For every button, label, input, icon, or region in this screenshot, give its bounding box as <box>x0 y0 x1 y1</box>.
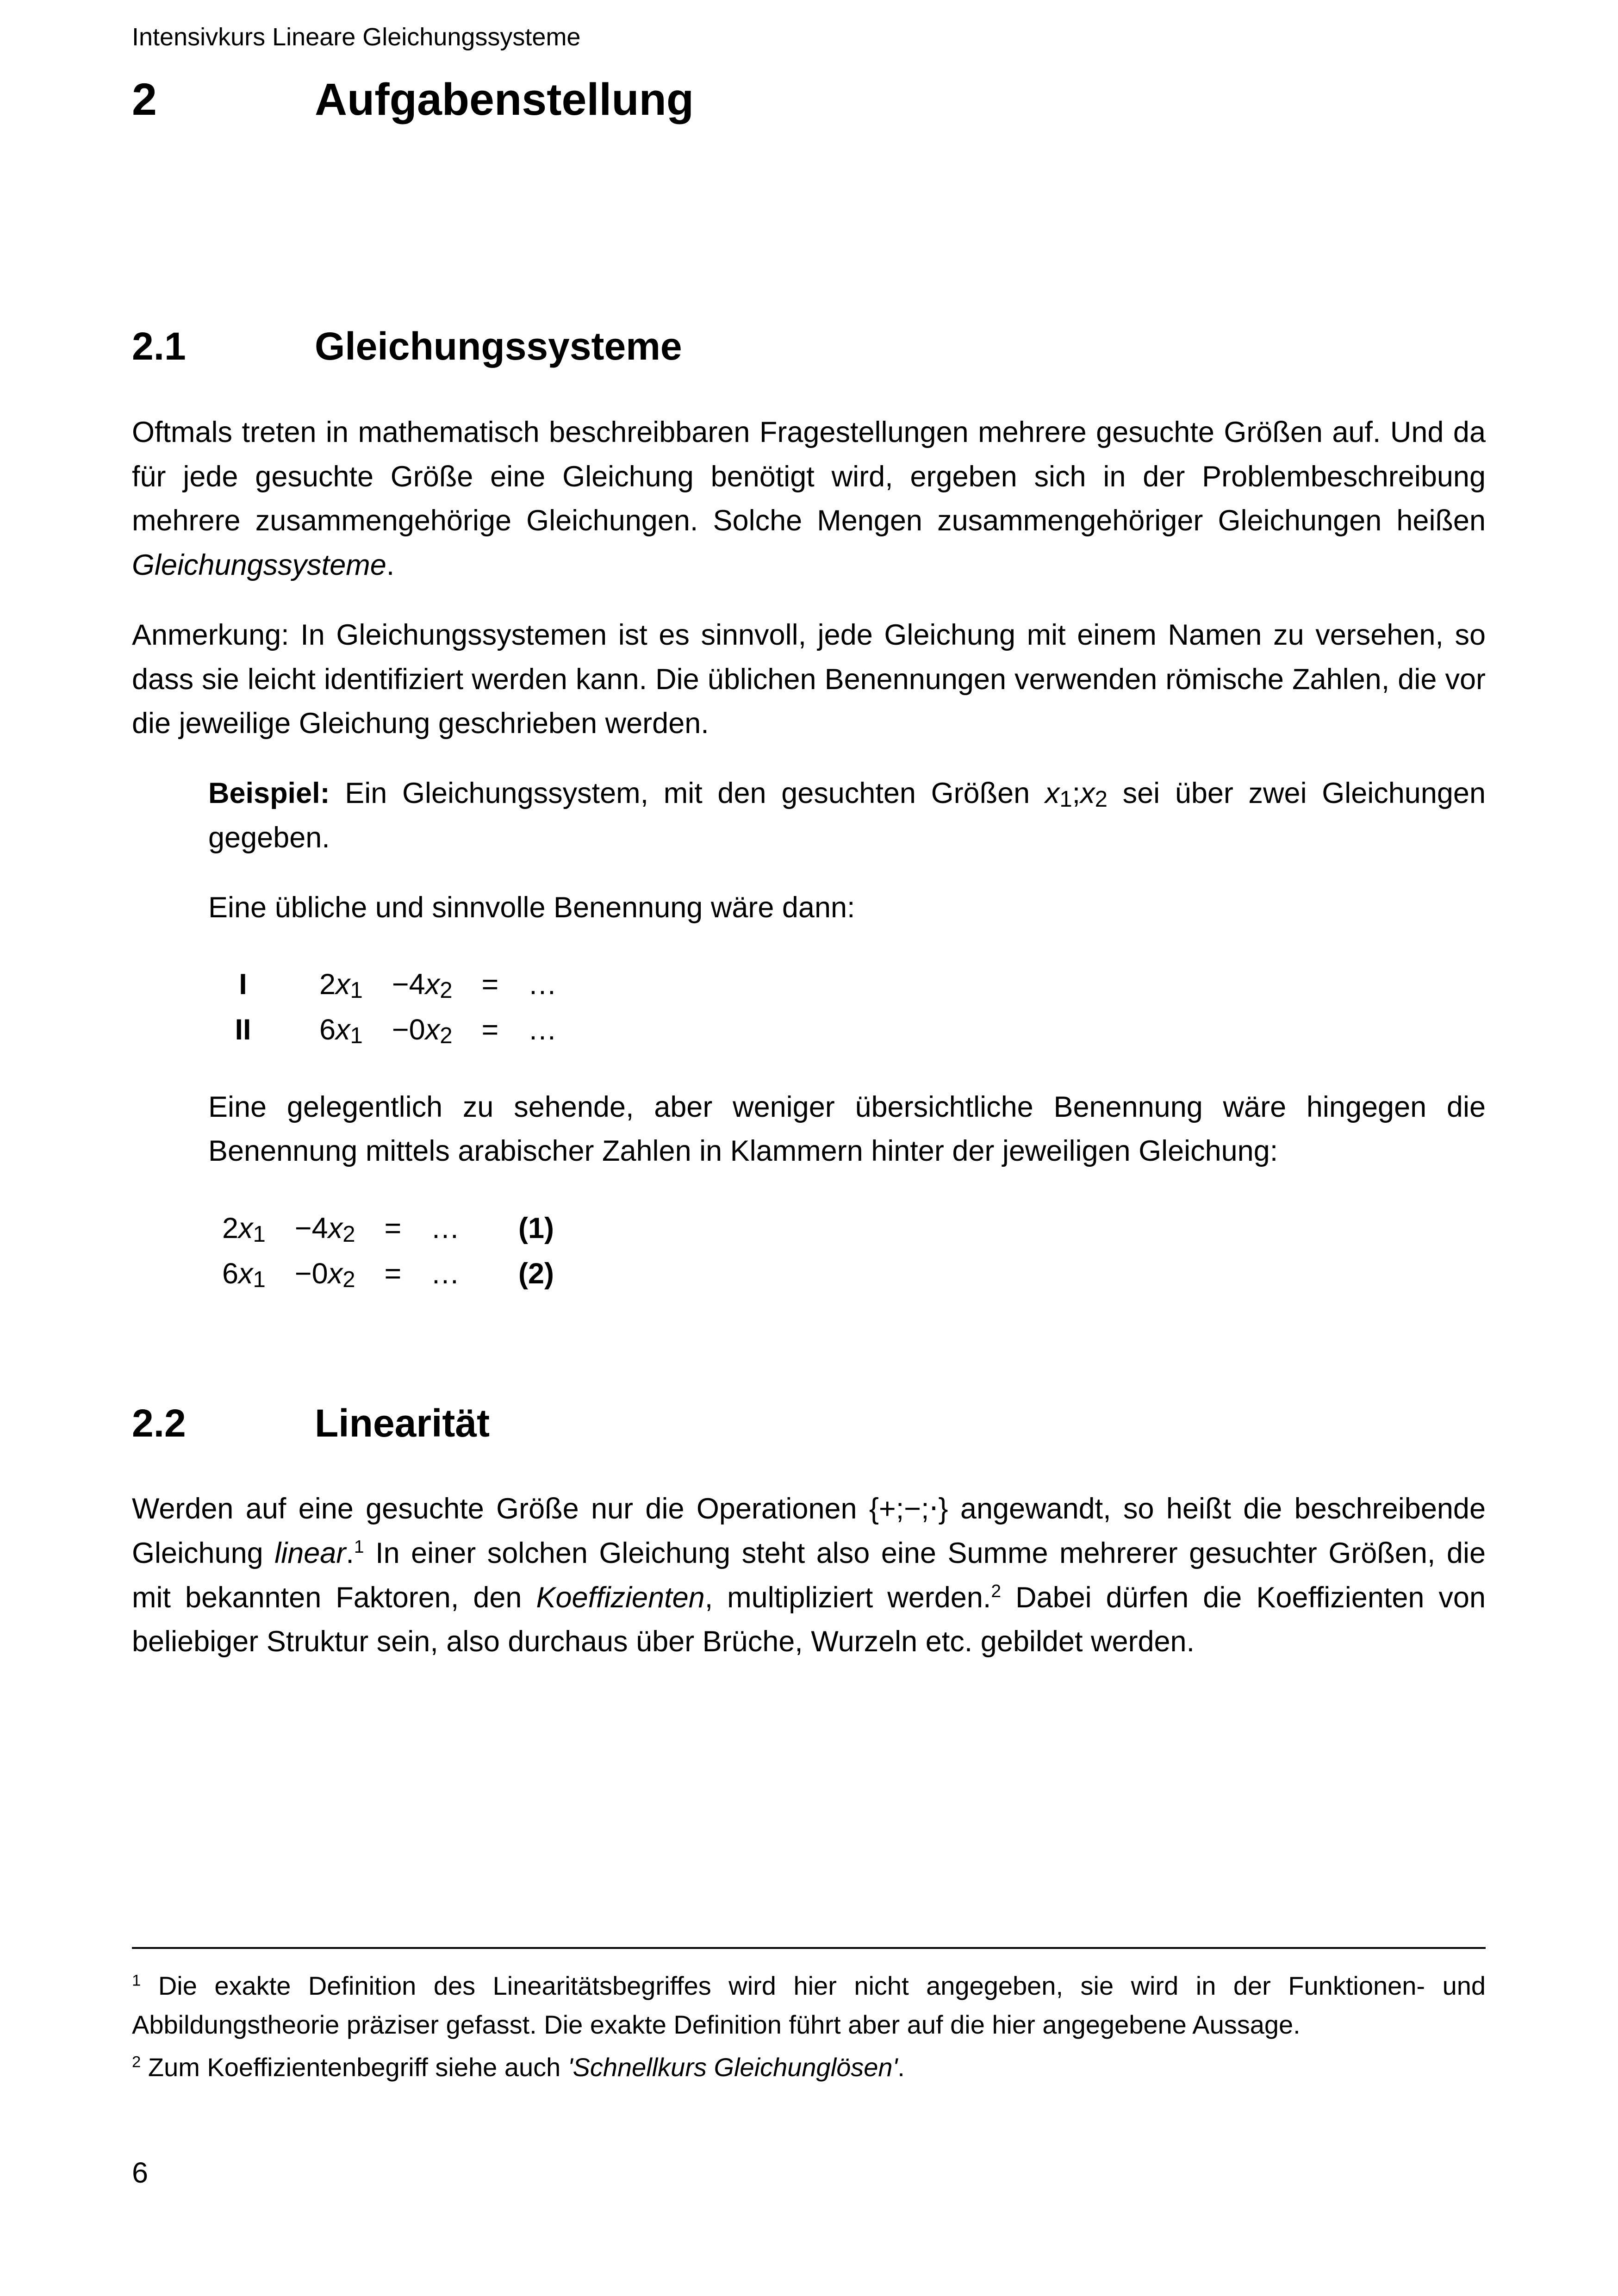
text-run: = <box>355 1257 431 1290</box>
text-run: … <box>528 1014 557 1046</box>
spacer <box>132 1664 1486 1947</box>
text-run: x <box>328 1257 343 1290</box>
text-run: 2 <box>342 1222 355 1247</box>
section-title: Linearität <box>315 1401 490 1445</box>
text-run: Anmerkung: In Gleichungssystemen ist es sinnvoll, jede Gleichung mit einem Namen zu versehen, so dass sie leicht identifiziert werden kann. Die üblichen Benennungen verwenden römische Zahlen, die vor die jeweilige Gleichung geschrieben werden. <box>132 618 1486 740</box>
equation-label-roman: II <box>235 1014 251 1046</box>
text-run: . <box>346 1537 354 1569</box>
example-paragraph-beispiel <box>208 772 1486 860</box>
section-number: 2.1 <box>132 324 186 368</box>
text-run: Zum Koeffizientenbegriff siehe auch <box>141 2053 568 2082</box>
text-run: x <box>238 1212 253 1245</box>
equation-body <box>319 1008 557 1053</box>
text-run: Gleichungssysteme <box>132 549 386 582</box>
text-run: 2 <box>132 2053 141 2071</box>
text-run: −4 <box>362 968 425 1001</box>
text-run: linear <box>274 1537 346 1569</box>
text-run: −4 <box>265 1212 328 1245</box>
text-run: In einer solchen Gleichung steht also eine Summe mehrerer gesuchter Größen, die mit bekannten Faktoren, den <box>132 1537 1486 1614</box>
example-block <box>208 772 1486 1174</box>
text-run: Koeffizienten <box>536 1581 705 1614</box>
text-run: 2 <box>991 1581 1002 1601</box>
text-run: x <box>336 968 350 1001</box>
equation-row <box>222 1251 1486 1297</box>
equation-row <box>208 962 1486 1008</box>
text-run: 6 <box>222 1257 239 1290</box>
paragraph-linearitaet <box>132 1487 1486 1664</box>
footnote-rule <box>132 1947 1486 1949</box>
running-header: Intensivkurs Lineare Gleichungssysteme <box>132 23 581 51</box>
text-run: Eine gelegentlich zu sehende, aber weniger übersichtliche Benennung wäre hingegen die Benennung mittels arabischer Zahlen in Klammern hinter der jeweiligen Gleichung: <box>208 1090 1486 1168</box>
text-run: Ein Gleichungssystem, mit den gesuchten Größen <box>330 777 1045 810</box>
text-run: … <box>430 1212 460 1245</box>
text-run: 1 <box>354 1537 364 1557</box>
footnote-1 <box>132 1966 1486 2044</box>
text-run: sei über zwei Gleichungen gegeben. <box>208 777 1486 854</box>
text-run: angewandt, so heißt die beschreibende Gleichung <box>132 1493 1486 1569</box>
text-run: 2 <box>319 968 336 1001</box>
text-run: . <box>897 2053 905 2082</box>
text-run: 1 <box>350 1023 363 1048</box>
text-run: −0 <box>362 1014 425 1046</box>
equation-body <box>222 1206 518 1251</box>
text-run: 2 <box>440 978 453 1003</box>
text-run: … <box>528 968 557 1001</box>
text-run: x <box>1045 777 1060 810</box>
text-run: x <box>328 1212 343 1245</box>
equation-row <box>222 1206 1486 1251</box>
text-run: 1 <box>253 1267 266 1292</box>
equation-system-roman <box>208 962 1486 1052</box>
text-run: , multipliziert werden. <box>704 1581 991 1614</box>
text-run: 2 <box>1095 787 1108 812</box>
text-run: Oftmals treten in mathematisch beschreibbaren Fragestellungen mehrere gesuchte Größen auf. Und da für jede gesuchte Größe eine Gleichung benötigt wird, ergeben sich in der Problembeschreibung mehrere zusammengehörige Gleichungen. Solche Mengen zusammengehöriger Gleichungen heißen <box>132 416 1486 537</box>
text-run: Eine übliche und sinnvolle Benennung wäre dann: <box>208 891 855 924</box>
chapter-title: Aufgabenstellung <box>315 74 694 124</box>
example-paragraph-gelegentlich <box>208 1085 1486 1174</box>
text-run: … <box>430 1257 460 1290</box>
footnote-2 <box>132 2048 1486 2087</box>
text-run: x <box>1080 777 1095 810</box>
equation-label-roman: I <box>239 968 247 1001</box>
text-run: x <box>425 968 440 1001</box>
text-run: 2 <box>222 1212 239 1245</box>
equation-system-arabic <box>222 1206 1486 1296</box>
section-heading-linearitaet <box>132 1401 1486 1446</box>
text-run: = <box>452 1014 528 1046</box>
chapter-heading <box>132 74 1486 125</box>
text-run: x <box>425 1014 440 1046</box>
text-run: Werden auf eine gesuchte Größe nur die Operationen <box>132 1493 869 1525</box>
text-run: 1 <box>350 978 363 1003</box>
text-run: = <box>355 1212 431 1245</box>
text-run: 1 <box>253 1222 266 1247</box>
paragraph-oftmals <box>132 411 1486 588</box>
text-run: . <box>386 549 395 582</box>
example-paragraph-benennung <box>208 886 1486 930</box>
text-run: 'Schnellkurs Gleichunglösen' <box>567 2053 898 2082</box>
section-number: 2.2 <box>132 1401 186 1445</box>
section-title: Gleichungssysteme <box>315 324 682 368</box>
text-run: Dabei dürfen die Koeffizienten von beliebiger Struktur sein, also durchaus über Brüche, Wurzeln etc. gebildet werden. <box>132 1581 1486 1658</box>
text-run: Beispiel: <box>208 777 330 810</box>
equation-label-arabic: (2) <box>518 1257 554 1290</box>
equation-label-arabic: (1) <box>518 1212 554 1245</box>
equation-body <box>319 962 557 1008</box>
text-run: 2 <box>342 1267 355 1292</box>
equation-row <box>208 1008 1486 1053</box>
text-run: 2 <box>440 1023 453 1048</box>
text-run: −0 <box>265 1257 328 1290</box>
text-run: {+;−;⋅} <box>869 1493 948 1525</box>
text-run: x <box>238 1257 253 1290</box>
paragraph-anmerkung <box>132 613 1486 746</box>
page-number: 6 <box>132 2157 149 2189</box>
text-run: ; <box>1072 777 1081 810</box>
equation-body <box>222 1251 518 1297</box>
chapter-number: 2 <box>132 74 157 124</box>
text-run: 6 <box>319 1014 336 1046</box>
text-run: Die exakte Definition des Linearitätsbegriffes wird hier nicht angegeben, sie wird in der Funktionen- und Abbildungstheorie präziser gefasst. Die exakte Definition führt aber auf die hier angegebene Aussage. <box>132 1971 1486 2039</box>
text-run: 1 <box>1059 787 1072 812</box>
text-run: x <box>336 1014 350 1046</box>
text-run: 1 <box>132 1972 141 1990</box>
text-run: = <box>452 968 528 1001</box>
section-heading-gleichungssysteme <box>132 324 1486 369</box>
